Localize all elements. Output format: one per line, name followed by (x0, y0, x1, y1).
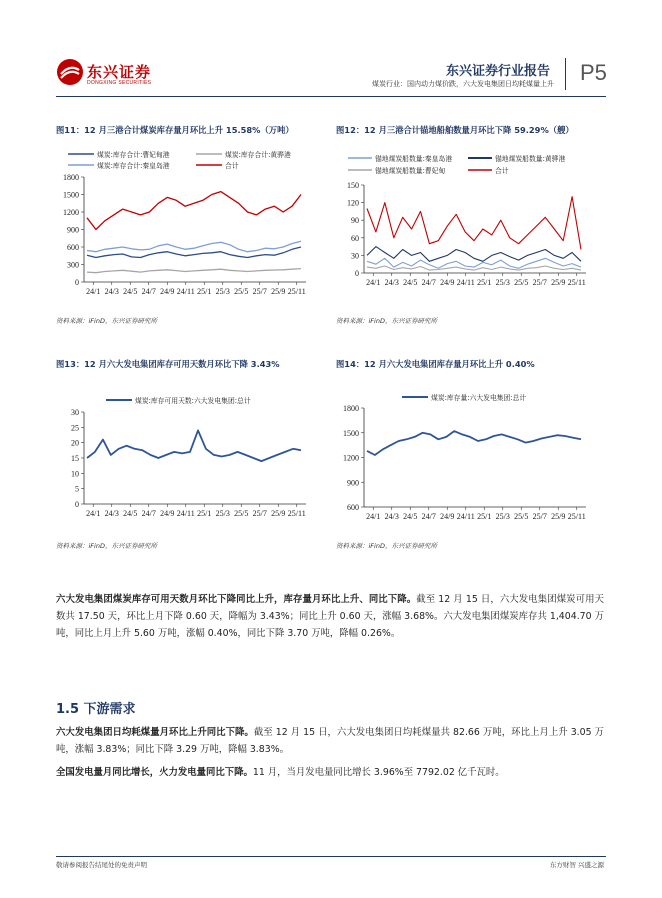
logo-text: 东兴证券 (87, 63, 152, 81)
footer-rule (56, 856, 606, 857)
chart-fig11 (56, 140, 316, 305)
fig11-y-tick-label: 1500 (63, 190, 79, 200)
fig11-legend (68, 150, 291, 170)
fig11-y-tick-label: 1200 (63, 208, 79, 217)
fig13-x-tick-label: 24/3 (104, 509, 119, 518)
fig12-y-tick-label: 90 (351, 216, 359, 226)
fig14-y-tick-label: 900 (347, 478, 359, 488)
paragraph-inventory-lead: 六大发电集团煤炭库存可用天数月环比下降同比上升，库存量月环比上升、同比下降。 (56, 594, 417, 605)
fig11-x-tick-label: 25/9 (271, 287, 286, 296)
fig13-x-tick-label: 25/5 (234, 509, 249, 518)
fig12-legend-label-2: 锚地煤炭船数量:曹妃甸 (375, 167, 446, 175)
fig14-x-tick-label: 25/9 (551, 512, 566, 521)
fig11-legend-label-2: 煤炭:库存合计:秦皇岛港 (97, 162, 170, 170)
fig13-x-tick-label: 24/5 (123, 509, 138, 518)
fig14-y-tick-label: 600 (347, 503, 359, 512)
fig14-legend (402, 393, 526, 402)
fig13-plot (71, 408, 306, 518)
paragraph-power-text: 11 月，当月发电量同比增长 3.96%至 7792.02 亿千瓦时。 (252, 767, 505, 778)
fig12-series-line-3 (367, 197, 581, 250)
fig14-y-tick-label: 1500 (343, 428, 359, 438)
fig11-y-tick-label: 1800 (63, 173, 79, 182)
fig13-series-line-0 (87, 430, 301, 461)
fig11-legend-label-1: 煤炭:库存合计:黄骅港 (225, 151, 291, 159)
fig13-y-tick-label: 10 (71, 469, 79, 479)
fig13-x-tick-label: 25/9 (271, 509, 286, 518)
fig12-x-tick-label: 24/7 (421, 278, 436, 287)
fig14-y-tick-label: 1200 (343, 453, 359, 463)
report-subtitle: 煤炭行业：国内动力煤价跌，六大发电集团日均耗煤量上升 (372, 80, 554, 88)
fig14-x-tick-label: 24/7 (421, 512, 436, 521)
fig12-y-tick-label: 0 (355, 269, 359, 278)
fig11-source: 资料来源：iFinD，东兴证券研究所 (56, 317, 157, 325)
fig12-legend (348, 154, 565, 175)
fig11-x-tick-label: 24/3 (104, 287, 119, 296)
fig12-x-tick-label: 25/1 (477, 278, 492, 287)
fig11-x-tick-label: 24/11 (176, 287, 195, 296)
fig13-legend (106, 396, 251, 405)
footer-slogan: 东方财智 兴盛之源 (549, 861, 604, 869)
fig11-y-tick-label: 600 (67, 243, 79, 252)
paragraph-power (56, 764, 604, 781)
fig14-x-tick-label: 25/5 (514, 512, 529, 521)
fig11-plot (63, 173, 306, 296)
header-divider (565, 58, 566, 90)
fig12-legend-label-1: 锚地煤炭船数量:黄骅港 (495, 155, 566, 163)
logo-subtext: DONGXING SECURITIES (87, 80, 152, 86)
fig13-y-tick-label: 15 (71, 454, 79, 463)
paragraph-inventory (56, 591, 604, 642)
fig11-legend-label-3: 合计 (225, 162, 239, 170)
fig11-x-tick-label: 24/1 (86, 287, 101, 296)
fig12-y-tick-label: 150 (347, 181, 359, 190)
fig14-title: 图14：12 月六大发电集团库存量月环比上升 0.40% (336, 359, 535, 369)
chart-fig13 (56, 390, 316, 525)
fig14-plot (343, 404, 586, 521)
fig13-x-tick-label: 24/1 (86, 509, 101, 518)
fig12-plot (347, 181, 586, 287)
fig13-x-tick-label: 25/3 (215, 509, 230, 518)
fig14-x-tick-label: 24/9 (440, 512, 455, 521)
fig14-x-tick-label: 24/3 (384, 512, 399, 521)
fig12-x-tick-label: 25/3 (495, 278, 510, 287)
fig12-title: 图12：12 月三港合计锚地船舶数量月环比下降 59.29%（艘） (336, 125, 574, 135)
fig12-x-tick-label: 25/9 (551, 278, 566, 287)
fig13-source: 资料来源：iFinD，东兴证券研究所 (56, 542, 157, 550)
fig11-y-tick-label: 900 (67, 225, 79, 235)
fig12-y-tick-label: 30 (351, 251, 359, 261)
fig13-legend-label-0: 煤炭:库存可用天数:六大发电集团:总计 (135, 397, 251, 405)
fig13-x-tick-label: 24/7 (141, 509, 156, 518)
fig12-y-tick-label: 60 (351, 233, 359, 243)
fig13-y-tick-label: 0 (75, 500, 79, 509)
fig14-x-tick-label: 25/11 (567, 512, 586, 521)
footer-disclaimer: 敬请参阅报告结尾处的免责声明 (56, 861, 147, 869)
fig11-legend-label-0: 煤炭:库存合计:曹妃甸港 (97, 151, 170, 159)
fig12-legend-label-0: 锚地煤炭船数量:秦皇岛港 (375, 155, 453, 163)
fig13-y-tick-label: 5 (75, 484, 79, 494)
paragraph-power-lead: 全国发电量月同比增长，火力发电量同比下降。 (56, 767, 253, 778)
fig12-x-tick-label: 25/5 (514, 278, 529, 287)
logo (56, 58, 166, 88)
fig13-x-tick-label: 24/9 (160, 509, 175, 518)
fig12-y-tick-label: 120 (347, 198, 359, 208)
header-rule (56, 96, 606, 97)
chart-fig14 (336, 385, 596, 525)
fig12-x-tick-label: 24/9 (440, 278, 455, 287)
fig11-x-tick-label: 25/11 (287, 287, 306, 296)
paragraph-consumption-text: 截至 12 月 15 日，六大发电集团日均耗煤量共 82.66 万吨，环比上月上升 3.05 万吨，涨幅 3.83%；同比下降 3.29 万吨，降幅 3.83%。 (56, 727, 604, 755)
fig11-x-tick-label: 25/5 (234, 287, 249, 296)
fig13-title: 图13：12 月六大发电集团库存可用天数月环比下降 3.43% (56, 359, 280, 369)
fig12-x-tick-label: 25/11 (567, 278, 586, 287)
page-number: P5 (580, 60, 607, 85)
report-title: 东兴证券行业报告 (446, 64, 551, 79)
fig14-x-tick-label: 25/1 (477, 512, 492, 521)
fig11-series-line-3 (87, 192, 301, 230)
fig12-legend-label-3: 合计 (495, 167, 509, 175)
fig11-x-tick-label: 24/7 (141, 287, 156, 296)
fig14-x-tick-label: 24/11 (456, 512, 475, 521)
fig14-x-tick-label: 25/3 (495, 512, 510, 521)
fig14-x-tick-label: 24/5 (403, 512, 418, 521)
fig13-x-tick-label: 25/7 (252, 509, 267, 518)
fig11-x-tick-label: 25/1 (197, 287, 212, 296)
fig11-x-tick-label: 25/3 (215, 287, 230, 296)
fig14-series-line-0 (367, 431, 581, 455)
fig13-x-tick-label: 25/1 (197, 509, 212, 518)
fig13-y-tick-label: 25 (71, 423, 79, 433)
fig14-y-tick-label: 1800 (343, 404, 359, 413)
paragraph-consumption-lead: 六大发电集团日均耗煤量月环比上升同比下降。 (56, 727, 254, 738)
fig13-y-tick-label: 30 (71, 408, 79, 417)
fig12-source: 资料来源：iFinD，东兴证券研究所 (336, 317, 437, 325)
fig12-x-tick-label: 24/11 (456, 278, 475, 287)
fig13-x-tick-label: 24/11 (176, 509, 195, 518)
fig11-series-line-2 (87, 241, 301, 252)
fig11-x-tick-label: 24/9 (160, 287, 175, 296)
fig14-x-tick-label: 25/7 (532, 512, 547, 521)
fig13-y-tick-label: 20 (71, 438, 79, 448)
fig13-x-tick-label: 25/11 (287, 509, 306, 518)
fig12-x-tick-label: 24/1 (366, 278, 381, 287)
section-title: 1.5 下游需求 (56, 702, 136, 717)
fig12-x-tick-label: 25/7 (532, 278, 547, 287)
fig11-series-line-1 (87, 269, 301, 273)
fig11-x-tick-label: 25/7 (252, 287, 267, 296)
paragraph-inventory-text: 截至 12 月 15 日，六大发电集团煤炭可用天数共 17.50 天，环比上月下降 0.60 天，降幅为 3.43%；同比上升 0.60 天，涨幅 3.68%。六大发电集团煤炭库存共 1,404.70 万吨，同比上月上升 5.60 万吨，涨幅 0.40%，同比下降 3.70 万吨，降幅 0.26%。 (56, 594, 604, 639)
fig12-x-tick-label: 24/3 (384, 278, 399, 287)
logo-mark-icon (56, 58, 84, 86)
fig14-x-tick-label: 24/1 (366, 512, 381, 521)
fig11-x-tick-label: 24/5 (123, 287, 138, 296)
fig11-y-tick-label: 300 (67, 260, 79, 270)
fig14-legend-label-0: 煤炭:库存量:六大发电集团:总计 (431, 394, 527, 402)
fig12-series-line-1 (367, 247, 581, 262)
chart-fig12 (336, 140, 596, 305)
fig11-y-tick-label: 0 (75, 278, 79, 287)
fig11-title: 图11：12 月三港合计煤炭库存量月环比上升 15.58%（万吨） (56, 125, 294, 135)
paragraph-consumption (56, 724, 604, 758)
fig12-x-tick-label: 24/5 (403, 278, 418, 287)
fig14-source: 资料来源：iFinD，东兴证券研究所 (336, 542, 437, 550)
